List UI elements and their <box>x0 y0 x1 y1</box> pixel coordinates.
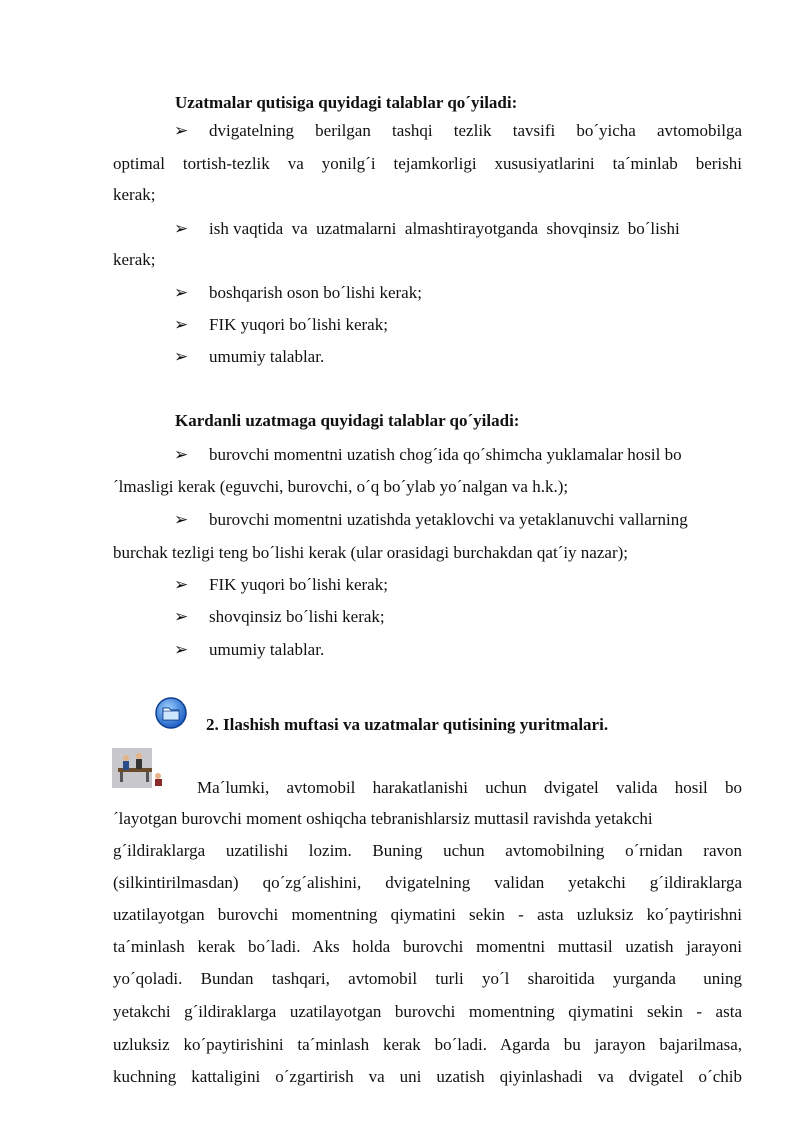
section2-item1-line2: ´lmasligi kerak (eguvchi, burovchi, o´q bo´ylab yo´nalgan va h.k.); <box>113 477 569 496</box>
bullet-arrow-icon: ➢ <box>174 510 189 529</box>
section2-item2-line2: burchak tezligi teng bo´lishi kerak (ular orasidagi burchakdan qat´iy nazar); <box>113 543 628 562</box>
bullet-arrow-icon: ➢ <box>174 575 189 594</box>
bullet-arrow-icon: ➢ <box>174 315 189 334</box>
bullet-arrow-icon: ➢ <box>174 347 189 366</box>
section2-heading: Kardanli uzatmaga quyidagi talablar qo´yiladi: <box>175 411 520 430</box>
body-line-6: ta´minlash kerak bo´ladi. Aks holda burovchi momentni muttasil uzatish jarayoni <box>113 937 742 956</box>
bullet-arrow-icon: ➢ <box>174 640 189 659</box>
bullet-arrow-icon: ➢ <box>174 121 189 140</box>
folder-icon[interactable] <box>154 696 188 730</box>
section1-item3: boshqarish oson bo´lishi kerak; <box>209 283 422 302</box>
body-line-2: ´layotgan burovchi moment oshiqcha tebranishlarsiz muttasil ravishda yetakchi <box>113 809 653 828</box>
section1-item4: FIK yuqori bo´lishi kerak; <box>209 315 388 334</box>
bullet-arrow-icon: ➢ <box>174 607 189 626</box>
body-line-10: kuchning kattaligini o´zgartirish va uni uzatish qiyinlashadi va dvigatel o´chib <box>113 1067 742 1086</box>
body-line-5: uzatilayotgan burovchi momentning qiymatini sekin - asta uzluksiz ko´paytirishni <box>113 905 742 924</box>
section3-heading: 2. Ilashish muftasi va uzatmalar qutisining yuritmalari. <box>206 715 609 734</box>
section2-item1-line1: burovchi momentni uzatish chog´ida qo´shimcha yuklamalar hosil bo <box>209 445 682 464</box>
section2-item4: shovqinsiz bo´lishi kerak; <box>209 607 385 626</box>
section1-item1-line1: dvigatelning berilgan tashqi tezlik tavsifi bo´yicha avtomobilga <box>209 121 742 140</box>
section2-item5: umumiy talablar. <box>209 640 325 659</box>
section1-heading: Uzatmalar qutisiga quyidagi talablar qo´yiladi: <box>175 93 518 112</box>
meeting-clipart-icon <box>112 748 166 788</box>
section1-item5: umumiy talablar. <box>209 347 325 366</box>
body-line-7: yo´qoladi. Bundan tashqari, avtomobil turli yo´l sharoitida yurganda uning <box>113 969 742 988</box>
section1-item2-line1: ish vaqtida va uzatmalarni almashtirayotganda shovqinsiz bo´lishi <box>209 219 680 238</box>
section1-item1-line3: kerak; <box>113 185 156 204</box>
bullet-arrow-icon: ➢ <box>174 445 189 464</box>
section1-item1-line2: optimal tortish-tezlik va yonilg´i tejamkorligi xususiyatlarini ta´minlab berishi <box>113 154 742 173</box>
section2-item3: FIK yuqori bo´lishi kerak; <box>209 575 388 594</box>
body-line-1: Ma´lumki, avtomobil harakatlanishi uchun dvigatel valida hosil bo <box>197 778 742 797</box>
bullet-arrow-icon: ➢ <box>174 283 189 302</box>
body-line-4: (silkintirilmasdan) qo´zg´alishini, dvigatelning validan yetakchi g´ildiraklarga <box>113 873 742 892</box>
body-line-8: yetakchi g´ildiraklarga uzatilayotgan burovchi momentning qiymatini sekin - asta <box>113 1002 742 1021</box>
section2-item2-line1: burovchi momentni uzatishda yetaklovchi va yetaklanuvchi vallarning <box>209 510 688 529</box>
section1-item2-line2: kerak; <box>113 250 156 269</box>
bullet-arrow-icon: ➢ <box>174 219 189 238</box>
body-line-3: g´ildiraklarga uzatilishi lozim. Buning uchun avtomobilning o´rnidan ravon <box>113 841 742 860</box>
body-line-9: uzluksiz ko´paytirishini ta´minlash kerak bo´ladi. Agarda bu jarayon bajarilmasa, <box>113 1035 742 1054</box>
